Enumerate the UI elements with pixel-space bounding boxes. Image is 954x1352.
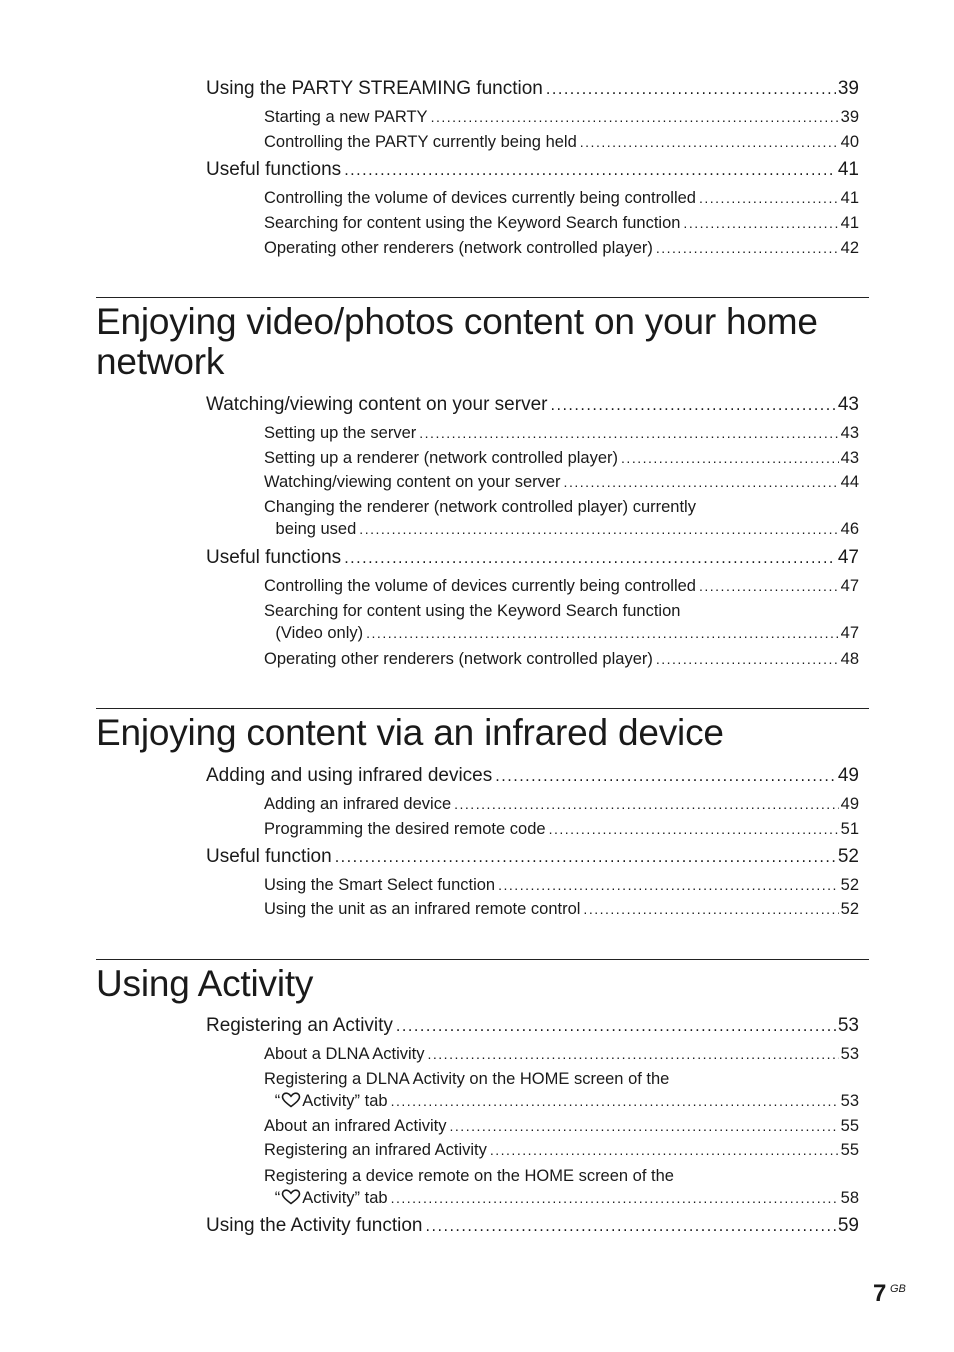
toc-label: Useful functions <box>206 159 342 180</box>
toc-entry-watching-sub[interactable] <box>264 473 859 492</box>
toc-page: 41 <box>840 214 859 232</box>
toc-label: Searching for content using the Keyword Search function <box>264 214 681 232</box>
toc-entry-other-renderers[interactable] <box>264 239 859 258</box>
toc-page: 47 <box>840 624 859 642</box>
toc-page: 51 <box>840 820 859 838</box>
toc-entry-registering-activity[interactable] <box>206 1015 859 1037</box>
toc-label: Useful function <box>206 846 332 867</box>
toc-entry-adding-infrared[interactable] <box>206 765 859 787</box>
toc-label: Using the Smart Select function <box>264 876 496 894</box>
toc-label: Adding an infrared device <box>264 795 452 813</box>
toc-entry-adding-infrared-device[interactable] <box>264 795 859 814</box>
toc-entry-party-streaming[interactable] <box>206 78 859 100</box>
toc-label: Programming the desired remote code <box>264 820 546 838</box>
toc-entry-register-dlna-line1[interactable]: Registering a DLNA Activity on the HOME screen of the <box>264 1070 670 1088</box>
toc-entry-other-renderers-video[interactable] <box>264 650 859 669</box>
toc-entry-infrared-remote[interactable] <box>264 900 859 919</box>
page-number: 7 <box>873 1280 887 1307</box>
toc-label: Activity” tab <box>302 1092 388 1110</box>
heart-icon <box>281 1092 301 1108</box>
toc-page: 59 <box>837 1215 859 1236</box>
toc-entry-start-party[interactable] <box>264 108 859 127</box>
toc-page: 39 <box>840 108 859 126</box>
toc-page: 58 <box>840 1189 859 1207</box>
toc-page: 53 <box>837 1015 859 1036</box>
toc-label: Using the Activity function <box>206 1215 423 1236</box>
toc-label: Registering an Activity <box>206 1015 393 1036</box>
toc-entry-changing-renderer[interactable] <box>264 520 859 539</box>
toc-entry-register-remote[interactable] <box>264 1189 859 1208</box>
toc-label: Watching/viewing content on your server <box>264 473 561 491</box>
toc-label: Controlling the volume of devices currently being controlled <box>264 189 696 207</box>
toc-page: 49 <box>837 765 859 786</box>
toc-label: Setting up a renderer (network controlled player) <box>264 449 619 467</box>
page-region-suffix: GB <box>890 1283 906 1295</box>
toc-page: 39 <box>837 78 859 99</box>
toc-entry-register-dlna[interactable] <box>264 1092 859 1111</box>
section-title-infrared: Enjoying content via an infrared device <box>96 712 724 753</box>
toc-label: Using the PARTY STREAMING function <box>206 78 543 99</box>
toc-page: 52 <box>840 876 859 894</box>
toc-page: 46 <box>840 520 859 538</box>
toc-label: (Video only) <box>275 624 364 642</box>
toc-label: Adding and using infrared devices <box>206 765 493 786</box>
toc-label: Activity” tab <box>302 1189 388 1207</box>
toc-page: 47 <box>837 547 859 568</box>
toc-label: About an infrared Activity <box>264 1117 447 1135</box>
toc-page: 43 <box>840 449 859 467</box>
toc-page: 53 <box>840 1092 859 1110</box>
section-divider <box>96 297 869 298</box>
toc-label: Controlling the PARTY currently being held <box>264 133 577 151</box>
toc-entry-useful-functions[interactable] <box>206 159 859 181</box>
toc-label: Operating other renderers (network controlled player) <box>264 239 653 257</box>
toc-entry-volume[interactable] <box>264 189 859 208</box>
toc-page: 43 <box>840 424 859 442</box>
section-title-activity: Using Activity <box>96 963 314 1004</box>
toc-page: 49 <box>840 795 859 813</box>
toc-page: 55 <box>840 1117 859 1135</box>
toc-page: 42 <box>840 239 859 257</box>
toc-label: Using the unit as an infrared remote control <box>264 900 581 918</box>
section-divider <box>96 708 869 709</box>
toc-entry-activity-function[interactable] <box>206 1215 859 1237</box>
toc-label: Operating other renderers (network controlled player) <box>264 650 653 668</box>
toc-label: Setting up the server <box>264 424 417 442</box>
open-quote: “ <box>274 1092 281 1110</box>
toc-label: Watching/viewing content on your server <box>206 394 548 415</box>
toc-entry-control-party[interactable] <box>264 133 859 152</box>
section-divider <box>96 959 869 960</box>
toc-label: Useful functions <box>206 547 342 568</box>
toc-entry-setup-server[interactable] <box>264 424 859 443</box>
toc-entry-smart-select[interactable] <box>264 876 859 895</box>
toc-page: 44 <box>840 473 859 491</box>
toc-entry-register-infrared-activity[interactable] <box>264 1141 859 1160</box>
toc-page: 43 <box>837 394 859 415</box>
heart-icon <box>281 1189 301 1205</box>
toc-entry-watching[interactable] <box>206 394 859 416</box>
toc-entry-register-remote-line1[interactable]: Registering a device remote on the HOME screen of the <box>264 1167 674 1185</box>
toc-page: 53 <box>840 1045 859 1063</box>
toc-page: 40 <box>840 133 859 151</box>
toc-page: 41 <box>837 159 859 180</box>
toc-label: Registering an infrared Activity <box>264 1141 487 1159</box>
toc-label: Controlling the volume of devices currently being controlled <box>264 577 696 595</box>
toc-label: being used <box>275 520 357 538</box>
toc-entry-useful-functions-video[interactable] <box>206 547 859 569</box>
toc-page: 41 <box>840 189 859 207</box>
toc-entry-keyword-search[interactable] <box>264 214 859 233</box>
toc-label: Starting a new PARTY <box>264 108 428 126</box>
toc-page: 47 <box>840 577 859 595</box>
toc-entry-volume-video[interactable] <box>264 577 859 596</box>
toc-entry-about-dlna[interactable] <box>264 1045 859 1064</box>
toc-entry-keyword-video-line1[interactable]: Searching for content using the Keyword Search function <box>264 602 681 620</box>
section-title-video: Enjoying video/photos content on your home network <box>96 301 818 382</box>
toc-entry-about-infrared-activity[interactable] <box>264 1117 859 1136</box>
open-quote: “ <box>274 1189 281 1207</box>
toc-entry-programming-remote[interactable] <box>264 820 859 839</box>
toc-entry-keyword-video[interactable] <box>264 624 859 643</box>
toc-label: About a DLNA Activity <box>264 1045 425 1063</box>
toc-page: 52 <box>837 846 859 867</box>
toc-entry-useful-function-infrared[interactable] <box>206 846 859 868</box>
toc-page: 48 <box>840 650 859 668</box>
toc-page: 52 <box>840 900 859 918</box>
toc-page: 55 <box>840 1141 859 1159</box>
toc-entry-changing-renderer-line1[interactable]: Changing the renderer (network controlled player) currently <box>264 498 696 516</box>
toc-entry-setup-renderer[interactable] <box>264 449 859 468</box>
